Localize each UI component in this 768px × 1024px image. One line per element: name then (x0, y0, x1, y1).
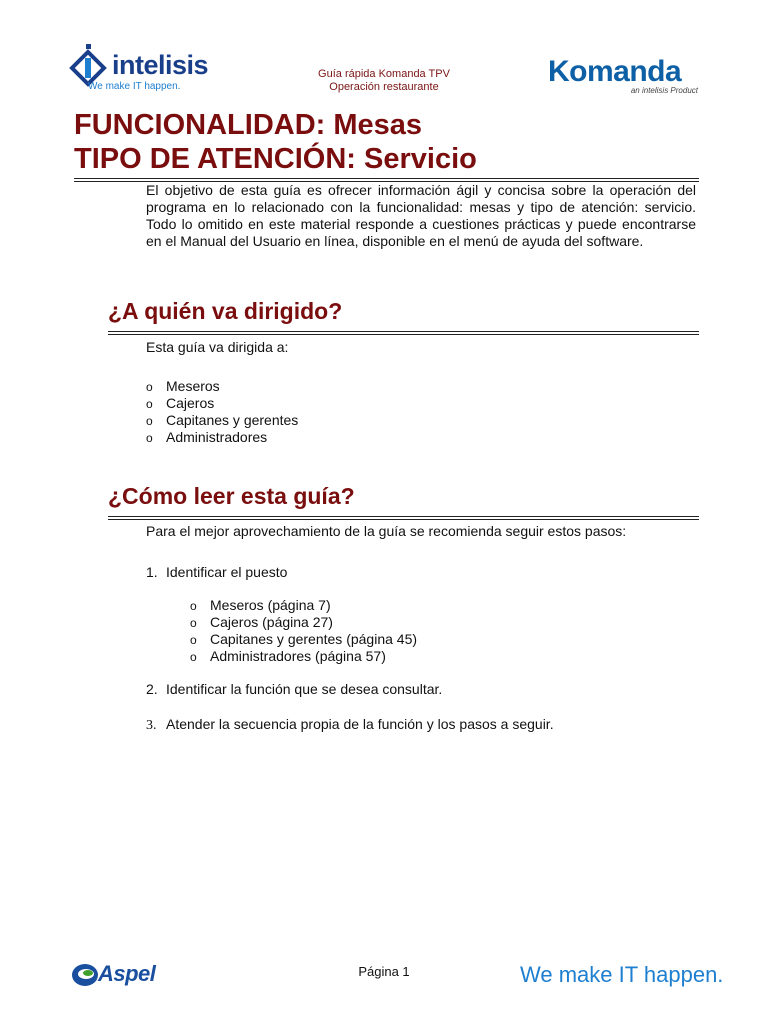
intelisis-wordmark: intelisis (112, 50, 209, 80)
aspel-swirl-icon (70, 960, 100, 990)
komanda-wordmark: Komanda (548, 55, 682, 88)
list-item: o Meseros (146, 378, 220, 394)
bullet-circle-icon: o (146, 431, 153, 445)
header-line-2: Operación restaurante (329, 81, 439, 93)
bullet-circle-icon: o (146, 380, 153, 394)
bullet-circle-icon: o (146, 397, 153, 411)
bullet-circle-icon: o (190, 650, 197, 664)
aspel-logo (70, 958, 170, 990)
page-number: Página 1 (358, 964, 410, 979)
how-to-read-lead: Para el mejor aprovechamiento de la guía se recomienda seguir estos pasos: (146, 523, 627, 539)
section-heading-how-to-read: ¿Cómo leer esta guía? (108, 483, 355, 509)
list-item: o Capitanes y gerentes (página 45) (190, 631, 418, 647)
bullet-circle-icon: o (190, 599, 197, 613)
audience-lead: Esta guía va dirigida a: (146, 339, 289, 355)
bullet-circle-icon: o (146, 414, 153, 428)
step-3: 3. Atender la secuencia propia de la función y los pasos a seguir. (146, 716, 554, 733)
running-header (284, 68, 484, 94)
header-line-1: Guía rápida Komanda TPV (318, 68, 450, 80)
page-title-line-1: FUNCIONALIDAD: Mesas (74, 109, 423, 141)
section-divider (108, 331, 699, 335)
list-item: o Capitanes y gerentes (146, 412, 299, 428)
list-item: o Cajeros (página 27) (190, 614, 333, 630)
list-item: o Meseros (página 7) (190, 597, 331, 613)
section-heading-audience: ¿A quién va dirigido? (108, 298, 343, 324)
audience-list (146, 378, 298, 446)
page-title-line-2: TIPO DE ATENCIÓN: Servicio (74, 143, 477, 175)
intelisis-tagline: We make IT happen. (88, 81, 181, 92)
footer-slogan: We make IT happen. (520, 962, 724, 987)
list-item: o Administradores (página 57) (190, 648, 386, 664)
aspel-wordmark: Aspel (98, 961, 156, 986)
list-item: o Cajeros (146, 395, 215, 411)
intelisis-logo (68, 42, 218, 96)
intro-paragraph: El objetivo de esta guía es ofrecer información ágil y concisa sobre la operación del programa en lo relacionado con la funcionalidad: mesas y tipo de atención: servicio. Todo lo omitido en este material responde a cuestiones prácticas y puede encontrarse en el Manual del Usuario en línea, disponible en el menú de ayuda del software. (146, 182, 696, 249)
step-2: 2. Identificar la función que se desea consultar. (146, 681, 443, 697)
bullet-circle-icon: o (190, 616, 197, 630)
step-1: 1. Identificar el puesto (146, 564, 288, 580)
bullet-circle-icon: o (190, 633, 197, 647)
role-page-list (190, 597, 417, 665)
komanda-logo (548, 56, 700, 96)
komanda-tagline: an intelisis Product (630, 86, 698, 95)
section-divider (108, 516, 699, 520)
list-item: o Administradores (146, 429, 268, 445)
